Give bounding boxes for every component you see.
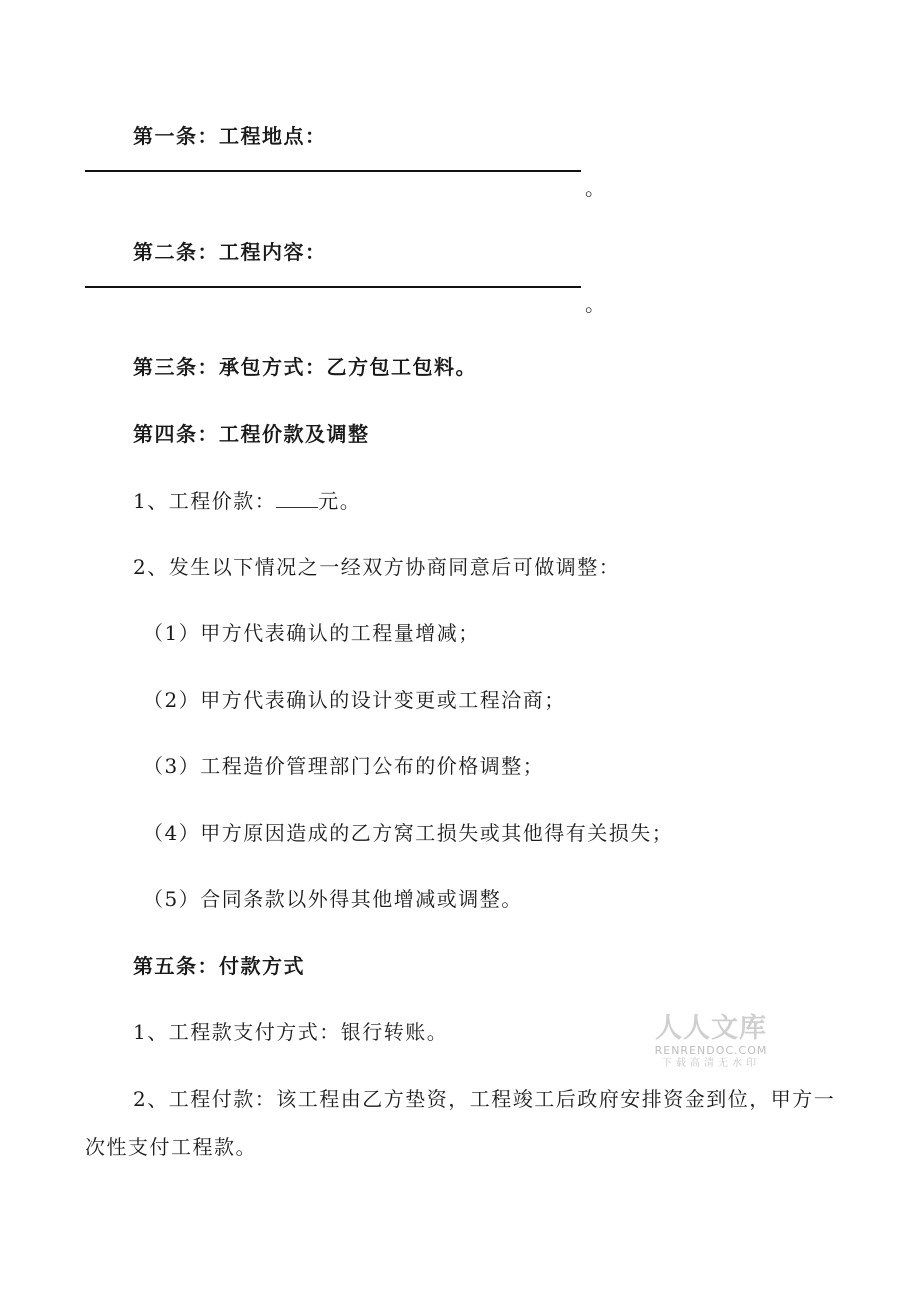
article-4-item-2: 2、发生以下情况之一经双方协商同意后可做调整： [133, 555, 621, 579]
article-4-sub-1: （1）甲方代表确认的工程量增减； [143, 621, 480, 645]
article-5-item-2-line-1: 2、工程付款：该工程由乙方垫资，工程竣工后政府安排资金到位，甲方一 [133, 1087, 836, 1111]
article-4-title: 第四条：工程价款及调整 [133, 422, 370, 446]
article-2-title: 第二条：工程内容： [133, 240, 327, 264]
article-1-blank-line [85, 170, 581, 172]
price-blank [276, 489, 318, 508]
article-1-title: 第一条：工程地点： [133, 124, 327, 148]
article-4-sub-2: （2）甲方代表确认的设计变更或工程洽商； [143, 688, 566, 712]
article-5-title: 第五条：付款方式 [133, 954, 305, 978]
article-3: 第三条：承包方式：乙方包工包料。 [133, 355, 477, 379]
renrendoc-watermark [648, 1013, 774, 1070]
article-5-item-1: 1、工程款支付方式：银行转账。 [133, 1020, 449, 1044]
watermark-url: RENRENDOC.COM [654, 1044, 768, 1057]
article-4-sub-4: （4）甲方原因造成的乙方窝工损失或其他得有关损失； [143, 821, 674, 845]
article-4-sub-3: （3）工程造价管理部门公布的价格调整； [143, 754, 545, 778]
article-5-item-2-line-2: 次性支付工程款。 [85, 1135, 257, 1159]
article-2-blank-line [85, 286, 581, 288]
watermark-title: 人人文库 [655, 1013, 767, 1044]
article-4-item-1 [133, 489, 361, 513]
article-4-sub-5: （5）合同条款以外得其他增减或调整。 [143, 887, 523, 911]
article-4-item-1-prefix: 1、工程价款： [133, 489, 277, 513]
article-1-end: 。 [585, 176, 605, 200]
article-2-end: 。 [585, 292, 605, 316]
article-4-item-1-suffix: 元。 [318, 489, 362, 513]
watermark-subtitle: 下载高清无水印 [662, 1058, 760, 1069]
